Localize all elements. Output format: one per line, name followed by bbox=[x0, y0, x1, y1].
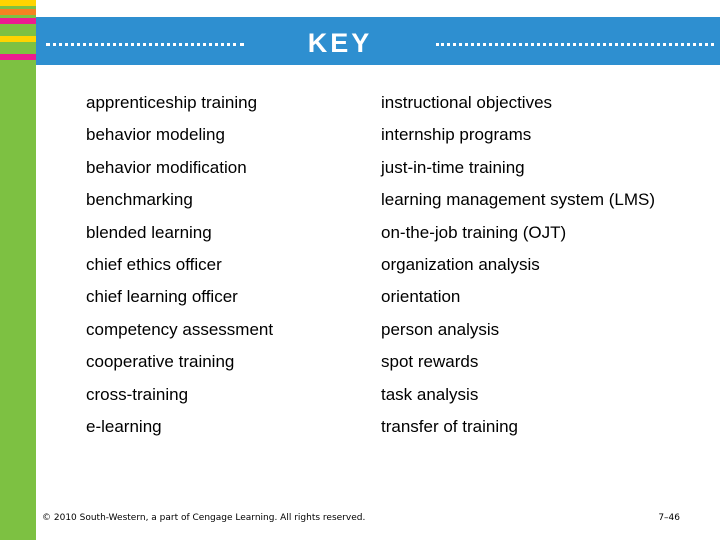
term-item: on-the-job training (OJT) bbox=[381, 222, 567, 242]
term-item: blended learning bbox=[86, 222, 212, 242]
terms-column-left bbox=[86, 87, 273, 443]
term-item: cooperative training bbox=[86, 352, 235, 372]
term-item: just-in-time training bbox=[381, 157, 525, 177]
term-item: behavior modification bbox=[86, 157, 247, 177]
term-item: internship programs bbox=[381, 125, 532, 145]
term-item: chief ethics officer bbox=[86, 254, 222, 274]
color-swatch bbox=[0, 54, 36, 60]
sidebar-bar bbox=[0, 0, 36, 540]
term-item: orientation bbox=[381, 287, 461, 307]
color-swatch bbox=[0, 36, 36, 42]
term-item: organization analysis bbox=[381, 254, 540, 274]
color-swatch bbox=[0, 18, 36, 24]
color-swatch bbox=[0, 9, 36, 15]
term-item: spot rewards bbox=[381, 352, 479, 372]
term-item: learning management system (LMS) bbox=[381, 190, 656, 210]
term-item: person analysis bbox=[381, 319, 500, 339]
term-item: cross-training bbox=[86, 384, 189, 404]
term-item: behavior modeling bbox=[86, 125, 225, 145]
term-item: transfer of training bbox=[381, 416, 519, 436]
term-item: benchmarking bbox=[86, 190, 193, 210]
term-item: chief learning officer bbox=[86, 287, 238, 307]
page-title: KEY TERMS bbox=[285, 28, 395, 94]
term-item: instructional objectives bbox=[381, 93, 553, 112]
term-item: apprenticeship training bbox=[86, 93, 258, 112]
page-number: 7–46 bbox=[658, 513, 680, 523]
copyright-notice: © 2010 South-Western, a part of Cengage Learning. All rights reserved. bbox=[42, 513, 366, 523]
terms-column-right bbox=[381, 87, 655, 443]
dotted-rule-right bbox=[436, 43, 714, 46]
color-swatch bbox=[0, 0, 36, 6]
term-item: task analysis bbox=[381, 384, 479, 404]
term-item: competency assessment bbox=[86, 319, 274, 339]
term-item: e-learning bbox=[86, 416, 162, 436]
dotted-rule-left bbox=[46, 43, 244, 46]
